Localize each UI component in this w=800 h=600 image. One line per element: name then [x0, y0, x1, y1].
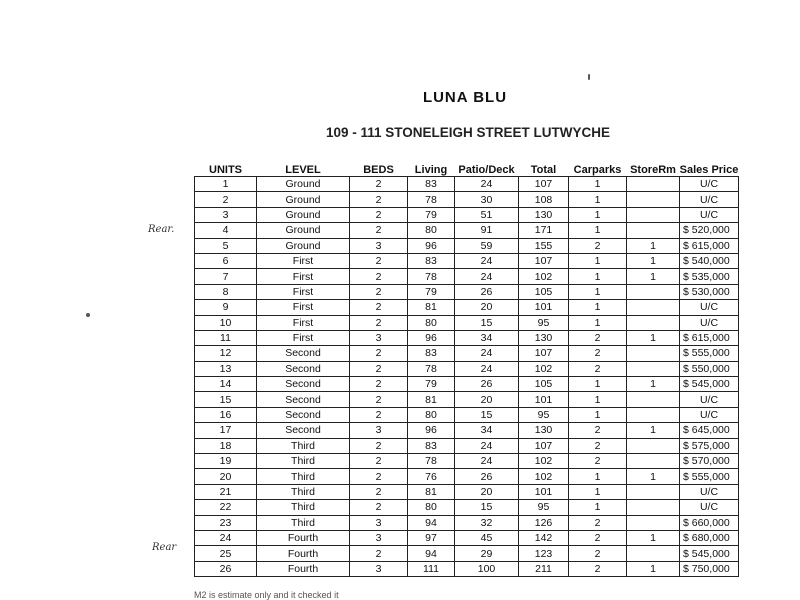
cell-sales-price: $ 545,000 — [680, 377, 739, 392]
table-row — [195, 561, 739, 576]
cell-sales-price: $ 555,000 — [680, 469, 739, 484]
cell-total: 107 — [519, 177, 569, 192]
cell-level: Second — [257, 346, 350, 361]
cell-total: 101 — [519, 484, 569, 499]
cell-units: 8 — [195, 284, 257, 299]
cell-sales-price: $ 550,000 — [680, 361, 739, 376]
column-header-level: LEVEL — [285, 164, 321, 176]
cell-beds: 2 — [350, 377, 408, 392]
cell-total: 95 — [519, 315, 569, 330]
cell-beds: 2 — [350, 484, 408, 499]
cell-level: First — [257, 330, 350, 345]
cell-level: Second — [257, 407, 350, 422]
cell-storerm: 1 — [627, 377, 680, 392]
cell-storerm — [627, 346, 680, 361]
cell-level: Second — [257, 377, 350, 392]
cell-beds: 3 — [350, 530, 408, 545]
cell-total: 107 — [519, 253, 569, 268]
table-row — [195, 315, 739, 330]
cell-storerm: 1 — [627, 330, 680, 345]
cell-storerm — [627, 407, 680, 422]
cell-sales-price: $ 615,000 — [680, 330, 739, 345]
cell-sales-price: $ 555,000 — [680, 346, 739, 361]
cell-beds: 2 — [350, 192, 408, 207]
cell-patio-deck: 20 — [455, 300, 519, 315]
cell-patio-deck: 45 — [455, 530, 519, 545]
cell-living: 78 — [408, 454, 455, 469]
cell-level: Ground — [257, 192, 350, 207]
cell-patio-deck: 29 — [455, 546, 519, 561]
cell-units: 12 — [195, 346, 257, 361]
cell-patio-deck: 26 — [455, 377, 519, 392]
table-row — [195, 253, 739, 268]
cell-patio-deck: 26 — [455, 469, 519, 484]
cell-total: 102 — [519, 454, 569, 469]
cell-storerm — [627, 546, 680, 561]
cell-living: 83 — [408, 177, 455, 192]
table-row — [195, 407, 739, 422]
cell-sales-price: U/C — [680, 300, 739, 315]
cell-patio-deck: 26 — [455, 284, 519, 299]
cell-storerm — [627, 454, 680, 469]
cell-carparks: 2 — [569, 238, 627, 253]
cell-living: 94 — [408, 546, 455, 561]
cell-beds: 3 — [350, 561, 408, 576]
cell-total: 95 — [519, 407, 569, 422]
table-row — [195, 284, 739, 299]
cell-level: First — [257, 300, 350, 315]
document-subtitle: 109 - 111 STONELEIGH STREET LUTWYCHE — [325, 125, 611, 140]
cell-sales-price: $ 750,000 — [680, 561, 739, 576]
cell-living: 80 — [408, 407, 455, 422]
cell-patio-deck: 59 — [455, 238, 519, 253]
cell-living: 83 — [408, 253, 455, 268]
cell-total: 105 — [519, 284, 569, 299]
table-row — [195, 484, 739, 499]
cell-storerm — [627, 361, 680, 376]
cell-units: 20 — [195, 469, 257, 484]
scan-speck — [86, 313, 90, 317]
table-row — [195, 546, 739, 561]
cell-patio-deck: 30 — [455, 192, 519, 207]
table-row — [195, 346, 739, 361]
cell-total: 102 — [519, 269, 569, 284]
cell-living: 81 — [408, 300, 455, 315]
table-row — [195, 192, 739, 207]
cell-beds: 2 — [350, 438, 408, 453]
cell-living: 81 — [408, 392, 455, 407]
document-title: LUNA BLU — [422, 89, 508, 106]
cell-level: Ground — [257, 207, 350, 222]
cell-total: 171 — [519, 223, 569, 238]
cell-living: 81 — [408, 484, 455, 499]
cell-living: 78 — [408, 361, 455, 376]
cell-level: Third — [257, 438, 350, 453]
cell-living: 96 — [408, 423, 455, 438]
cell-total: 155 — [519, 238, 569, 253]
cell-beds: 2 — [350, 469, 408, 484]
handwritten-note-rear: Rear. — [148, 224, 175, 235]
cell-patio-deck: 24 — [455, 253, 519, 268]
cell-units: 5 — [195, 238, 257, 253]
cell-total: 102 — [519, 469, 569, 484]
cell-units: 15 — [195, 392, 257, 407]
column-header-carparks: Carparks — [573, 164, 622, 176]
table-row — [195, 361, 739, 376]
cell-storerm: 1 — [627, 253, 680, 268]
cell-level: Ground — [257, 223, 350, 238]
cell-patio-deck: 24 — [455, 438, 519, 453]
cell-beds: 2 — [350, 392, 408, 407]
cell-level: Third — [257, 454, 350, 469]
cell-beds: 2 — [350, 269, 408, 284]
cell-carparks: 2 — [569, 561, 627, 576]
cell-level: Third — [257, 484, 350, 499]
cell-units: 11 — [195, 330, 257, 345]
cell-beds: 3 — [350, 238, 408, 253]
cell-storerm — [627, 500, 680, 515]
cell-beds: 3 — [350, 330, 408, 345]
cell-units: 7 — [195, 269, 257, 284]
cell-patio-deck: 100 — [455, 561, 519, 576]
cell-beds: 2 — [350, 346, 408, 361]
cell-carparks: 1 — [569, 500, 627, 515]
cell-storerm — [627, 315, 680, 330]
cell-units: 9 — [195, 300, 257, 315]
cell-carparks: 1 — [569, 315, 627, 330]
cell-storerm — [627, 438, 680, 453]
cell-sales-price: $ 540,000 — [680, 253, 739, 268]
cell-living: 79 — [408, 284, 455, 299]
cell-level: Third — [257, 500, 350, 515]
cell-patio-deck: 24 — [455, 361, 519, 376]
cell-living: 111 — [408, 561, 455, 576]
cell-sales-price: U/C — [680, 315, 739, 330]
cell-beds: 2 — [350, 300, 408, 315]
cell-carparks: 2 — [569, 454, 627, 469]
cell-units: 24 — [195, 530, 257, 545]
cell-total: 130 — [519, 330, 569, 345]
cell-total: 101 — [519, 300, 569, 315]
table-row — [195, 223, 739, 238]
table-row — [195, 377, 739, 392]
cell-living: 80 — [408, 500, 455, 515]
cell-units: 23 — [195, 515, 257, 530]
column-header-storerm: StoreRm — [630, 164, 676, 176]
cell-living: 80 — [408, 223, 455, 238]
cell-living: 78 — [408, 269, 455, 284]
cell-storerm: 1 — [627, 269, 680, 284]
cell-patio-deck: 24 — [455, 269, 519, 284]
cell-sales-price: U/C — [680, 484, 739, 499]
cell-carparks: 1 — [569, 284, 627, 299]
cell-units: 3 — [195, 207, 257, 222]
cell-carparks: 2 — [569, 515, 627, 530]
cell-sales-price: U/C — [680, 207, 739, 222]
cell-level: Fourth — [257, 530, 350, 545]
cell-units: 1 — [195, 177, 257, 192]
cell-storerm — [627, 223, 680, 238]
cell-sales-price: $ 660,000 — [680, 515, 739, 530]
cell-storerm: 1 — [627, 561, 680, 576]
cell-sales-price: $ 570,000 — [680, 454, 739, 469]
cell-living: 76 — [408, 469, 455, 484]
cell-level: Second — [257, 392, 350, 407]
column-header-living: Living — [414, 164, 448, 176]
table-row — [195, 207, 739, 222]
units-table — [194, 160, 739, 577]
cell-storerm — [627, 392, 680, 407]
cell-storerm: 1 — [627, 530, 680, 545]
cell-storerm: 1 — [627, 238, 680, 253]
cell-carparks: 2 — [569, 546, 627, 561]
cell-carparks: 2 — [569, 361, 627, 376]
cell-level: Fourth — [257, 561, 350, 576]
cell-carparks: 1 — [569, 177, 627, 192]
table-row — [195, 469, 739, 484]
cell-sales-price: U/C — [680, 177, 739, 192]
cell-total: 130 — [519, 207, 569, 222]
cell-patio-deck: 20 — [455, 392, 519, 407]
cell-carparks: 2 — [569, 530, 627, 545]
cell-units: 2 — [195, 192, 257, 207]
cell-carparks: 2 — [569, 346, 627, 361]
cell-sales-price: $ 535,000 — [680, 269, 739, 284]
cell-sales-price: U/C — [680, 407, 739, 422]
cell-living: 80 — [408, 315, 455, 330]
cell-level: First — [257, 253, 350, 268]
cell-patio-deck: 15 — [455, 407, 519, 422]
table-row — [195, 238, 739, 253]
cell-patio-deck: 34 — [455, 423, 519, 438]
cell-carparks: 2 — [569, 438, 627, 453]
cell-storerm — [627, 207, 680, 222]
cell-carparks: 1 — [569, 377, 627, 392]
cell-beds: 3 — [350, 423, 408, 438]
cell-beds: 2 — [350, 223, 408, 238]
cell-beds: 2 — [350, 454, 408, 469]
cell-sales-price: $ 645,000 — [680, 423, 739, 438]
cell-units: 4 — [195, 223, 257, 238]
cell-total: 102 — [519, 361, 569, 376]
cell-patio-deck: 20 — [455, 484, 519, 499]
cell-level: Fourth — [257, 546, 350, 561]
cell-sales-price: $ 545,000 — [680, 546, 739, 561]
table-row — [195, 438, 739, 453]
cell-units: 13 — [195, 361, 257, 376]
column-header-beds: BEDS — [363, 164, 394, 176]
column-header-total: Total — [530, 164, 557, 176]
cell-patio-deck: 15 — [455, 315, 519, 330]
footer-note: M2 is estimate only and it checked it — [194, 590, 339, 600]
cell-sales-price: $ 520,000 — [680, 223, 739, 238]
cell-sales-price: U/C — [680, 392, 739, 407]
table-row — [195, 392, 739, 407]
cell-living: 78 — [408, 192, 455, 207]
cell-carparks: 1 — [569, 392, 627, 407]
table-row — [195, 530, 739, 545]
column-header-patio-deck: Patio/Deck — [458, 164, 515, 176]
cell-patio-deck: 32 — [455, 515, 519, 530]
cell-beds: 2 — [350, 284, 408, 299]
cell-total: 95 — [519, 500, 569, 515]
table-row — [195, 500, 739, 515]
cell-beds: 3 — [350, 515, 408, 530]
cell-total: 130 — [519, 423, 569, 438]
cell-beds: 2 — [350, 500, 408, 515]
cell-units: 26 — [195, 561, 257, 576]
cell-carparks: 1 — [569, 269, 627, 284]
table-row — [195, 330, 739, 345]
cell-carparks: 1 — [569, 407, 627, 422]
cell-sales-price: $ 680,000 — [680, 530, 739, 545]
cell-level: Third — [257, 469, 350, 484]
cell-patio-deck: 24 — [455, 177, 519, 192]
cell-living: 79 — [408, 207, 455, 222]
cell-level: First — [257, 315, 350, 330]
cell-storerm: 1 — [627, 469, 680, 484]
cell-carparks: 1 — [569, 223, 627, 238]
cell-beds: 2 — [350, 207, 408, 222]
cell-total: 101 — [519, 392, 569, 407]
cell-patio-deck: 24 — [455, 346, 519, 361]
table-row — [195, 515, 739, 530]
cell-patio-deck: 24 — [455, 454, 519, 469]
cell-beds: 2 — [350, 177, 408, 192]
cell-storerm — [627, 515, 680, 530]
cell-living: 94 — [408, 515, 455, 530]
cell-patio-deck: 34 — [455, 330, 519, 345]
column-header-sales-price: Sales Price — [679, 164, 739, 176]
cell-total: 142 — [519, 530, 569, 545]
cell-carparks: 2 — [569, 330, 627, 345]
table-row — [195, 454, 739, 469]
cell-total: 105 — [519, 377, 569, 392]
cell-beds: 2 — [350, 315, 408, 330]
cell-living: 96 — [408, 330, 455, 345]
cell-living: 83 — [408, 346, 455, 361]
cell-patio-deck: 51 — [455, 207, 519, 222]
table-header-row — [195, 160, 739, 177]
cell-storerm — [627, 192, 680, 207]
table-row — [195, 269, 739, 284]
cell-sales-price: $ 615,000 — [680, 238, 739, 253]
table-row — [195, 423, 739, 438]
cell-units: 19 — [195, 454, 257, 469]
cell-units: 14 — [195, 377, 257, 392]
cell-total: 211 — [519, 561, 569, 576]
cell-level: Second — [257, 423, 350, 438]
cell-carparks: 1 — [569, 484, 627, 499]
cell-storerm — [627, 484, 680, 499]
cell-beds: 2 — [350, 361, 408, 376]
cell-carparks: 1 — [569, 207, 627, 222]
cell-total: 107 — [519, 438, 569, 453]
cell-storerm — [627, 284, 680, 299]
cell-level: Ground — [257, 177, 350, 192]
cell-carparks: 2 — [569, 423, 627, 438]
cell-total: 107 — [519, 346, 569, 361]
cell-units: 25 — [195, 546, 257, 561]
cell-units: 10 — [195, 315, 257, 330]
cell-total: 123 — [519, 546, 569, 561]
cell-storerm: 1 — [627, 423, 680, 438]
cell-total: 108 — [519, 192, 569, 207]
cell-units: 16 — [195, 407, 257, 422]
cell-beds: 2 — [350, 546, 408, 561]
table-row — [195, 177, 739, 192]
cell-units: 18 — [195, 438, 257, 453]
scan-speck — [588, 74, 590, 80]
cell-living: 96 — [408, 238, 455, 253]
cell-storerm — [627, 177, 680, 192]
cell-storerm — [627, 300, 680, 315]
cell-units: 6 — [195, 253, 257, 268]
cell-level: Ground — [257, 238, 350, 253]
cell-total: 126 — [519, 515, 569, 530]
cell-living: 97 — [408, 530, 455, 545]
table-row — [195, 300, 739, 315]
cell-sales-price: U/C — [680, 192, 739, 207]
cell-level: First — [257, 269, 350, 284]
cell-units: 21 — [195, 484, 257, 499]
cell-sales-price: $ 575,000 — [680, 438, 739, 453]
handwritten-note-rear: Rear — [152, 542, 177, 553]
cell-sales-price: $ 530,000 — [680, 284, 739, 299]
cell-level: Third — [257, 515, 350, 530]
cell-patio-deck: 91 — [455, 223, 519, 238]
cell-level: First — [257, 284, 350, 299]
cell-units: 17 — [195, 423, 257, 438]
cell-carparks: 1 — [569, 300, 627, 315]
cell-beds: 2 — [350, 407, 408, 422]
cell-carparks: 1 — [569, 192, 627, 207]
cell-carparks: 1 — [569, 253, 627, 268]
cell-units: 22 — [195, 500, 257, 515]
column-header-units: UNITS — [209, 164, 242, 176]
cell-sales-price: U/C — [680, 500, 739, 515]
cell-carparks: 1 — [569, 469, 627, 484]
table-body — [195, 177, 739, 577]
cell-patio-deck: 15 — [455, 500, 519, 515]
cell-beds: 2 — [350, 253, 408, 268]
cell-living: 79 — [408, 377, 455, 392]
cell-level: Second — [257, 361, 350, 376]
cell-living: 83 — [408, 438, 455, 453]
